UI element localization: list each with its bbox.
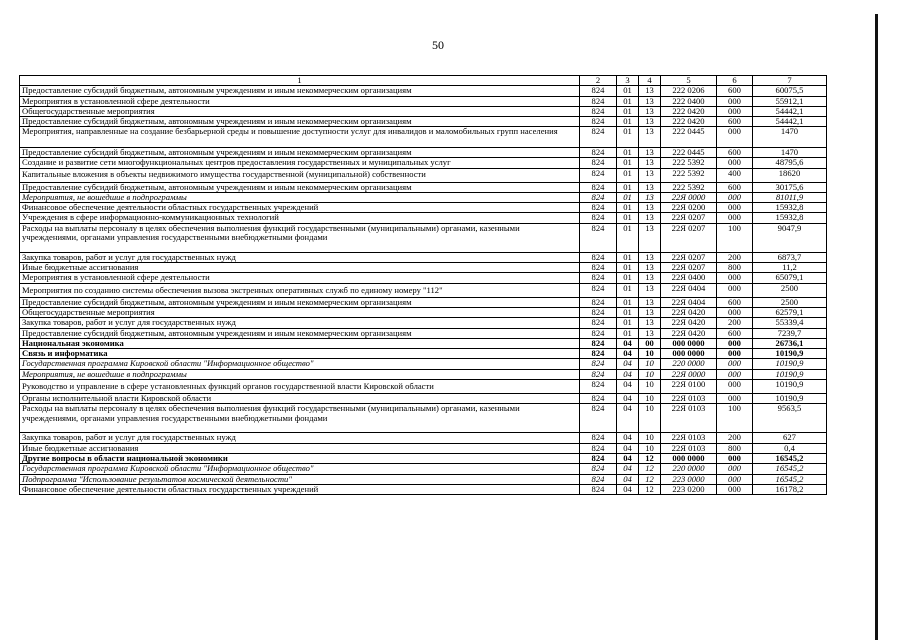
column-header: 4 [639,76,661,86]
cell-expense-type: 000 [717,349,753,359]
cell-ministry: 824 [580,464,617,474]
cell-section: 01 [617,273,639,283]
cell-amount: 48795,6 [753,158,827,168]
table-row [20,147,827,157]
table-row [20,484,827,494]
cell-section: 04 [617,380,639,394]
cell-subsection: 13 [639,127,661,148]
table-row [20,349,827,359]
column-header: 6 [717,76,753,86]
cell-ministry: 824 [580,474,617,484]
cell-expense-type: 000 [717,474,753,484]
cell-name: Расходы на выплаты персоналу в целях обеспечения выполнения функций государственными (муниципальными) органами, казенными учреждениями, органами управления государственными внебюджетными фондами [20,404,580,433]
cell-ministry: 824 [580,453,617,463]
cell-amount: 18620 [753,168,827,182]
cell-expense-type: 600 [717,328,753,338]
cell-subsection: 13 [639,86,661,96]
cell-target-article: 222 0420 [661,106,717,116]
column-header: 7 [753,76,827,86]
cell-expense-type: 600 [717,297,753,307]
cell-target-article: 22Я 0404 [661,297,717,307]
cell-amount: 55912,1 [753,96,827,106]
cell-amount: 627 [753,433,827,443]
table-row [20,86,827,96]
cell-section: 04 [617,453,639,463]
cell-section: 04 [617,369,639,379]
cell-expense-type: 600 [717,182,753,192]
cell-ministry: 824 [580,273,617,283]
cell-subsection: 00 [639,338,661,348]
cell-target-article: 000 0000 [661,338,717,348]
table-row [20,338,827,348]
cell-expense-type: 400 [717,168,753,182]
cell-subsection: 13 [639,106,661,116]
cell-amount: 54442,1 [753,117,827,127]
table-row [20,192,827,202]
cell-subsection: 13 [639,297,661,307]
cell-amount: 11,2 [753,263,827,273]
cell-name: Иные бюджетные ассигнования [20,443,580,453]
cell-expense-type: 200 [717,433,753,443]
table-row [20,96,827,106]
table-row [20,263,827,273]
cell-ministry: 824 [580,443,617,453]
cell-subsection: 13 [639,318,661,328]
cell-name: Финансовое обеспечение деятельности областных государственных учреждений [20,484,580,494]
table-row [20,464,827,474]
cell-amount: 10190,9 [753,380,827,394]
cell-expense-type: 000 [717,203,753,213]
cell-amount: 0,4 [753,443,827,453]
cell-amount: 10190,9 [753,349,827,359]
cell-target-article: 22Я 0404 [661,283,717,297]
cell-target-article: 222 0445 [661,127,717,148]
cell-amount: 1470 [753,147,827,157]
cell-amount: 26736,1 [753,338,827,348]
cell-expense-type: 600 [717,117,753,127]
cell-ministry: 824 [580,394,617,404]
cell-ministry: 824 [580,349,617,359]
cell-ministry: 824 [580,328,617,338]
cell-expense-type: 800 [717,263,753,273]
cell-section: 01 [617,106,639,116]
cell-subsection: 13 [639,283,661,297]
cell-ministry: 824 [580,283,617,297]
cell-name: Органы исполнительной власти Кировской области [20,394,580,404]
cell-ministry: 824 [580,404,617,433]
cell-subsection: 13 [639,168,661,182]
cell-name: Создание и развитие сети многофункциональных центров предоставления государственных и муниципальных услуг [20,158,580,168]
cell-amount: 1470 [753,127,827,148]
cell-expense-type: 000 [717,213,753,223]
cell-target-article: 22Я 0103 [661,433,717,443]
table-row [20,328,827,338]
cell-amount: 9047,9 [753,223,827,252]
cell-section: 01 [617,297,639,307]
cell-subsection: 13 [639,203,661,213]
cell-expense-type: 600 [717,147,753,157]
cell-expense-type: 000 [717,380,753,394]
cell-target-article: 222 5392 [661,158,717,168]
cell-ministry: 824 [580,297,617,307]
cell-ministry: 824 [580,86,617,96]
cell-expense-type: 000 [717,158,753,168]
table-row [20,223,827,252]
cell-section: 01 [617,192,639,202]
cell-section: 01 [617,127,639,148]
cell-amount: 15932,8 [753,213,827,223]
cell-name: Национальная экономика [20,338,580,348]
cell-name: Расходы на выплаты персоналу в целях обеспечения выполнения функций государственными (муниципальными) органами, казенными учреждениями, органами управления государственными внебюджетными фондами [20,223,580,252]
cell-section: 04 [617,394,639,404]
table-row [20,168,827,182]
cell-section: 01 [617,182,639,192]
cell-section: 01 [617,318,639,328]
cell-amount: 7239,7 [753,328,827,338]
cell-ministry: 824 [580,117,617,127]
table-row [20,182,827,192]
cell-subsection: 13 [639,147,661,157]
cell-ministry: 824 [580,127,617,148]
table-header-row [20,76,827,86]
cell-amount: 60075,5 [753,86,827,96]
cell-section: 01 [617,213,639,223]
cell-subsection: 13 [639,96,661,106]
cell-target-article: 000 0000 [661,349,717,359]
cell-subsection: 12 [639,453,661,463]
table-row [20,283,827,297]
cell-name: Государственная программа Кировской области "Информационное общество" [20,359,580,369]
cell-amount: 9563,5 [753,404,827,433]
scan-edge [875,14,878,640]
cell-subsection: 10 [639,443,661,453]
table-row [20,474,827,484]
table-row [20,252,827,262]
cell-amount: 16545,2 [753,464,827,474]
cell-subsection: 13 [639,223,661,252]
table-row [20,158,827,168]
cell-ministry: 824 [580,369,617,379]
cell-name: Финансовое обеспечение деятельности областных государственных учреждений [20,203,580,213]
cell-section: 04 [617,443,639,453]
cell-amount: 55339,4 [753,318,827,328]
cell-subsection: 13 [639,263,661,273]
column-header: 1 [20,76,580,86]
table-row [20,394,827,404]
cell-target-article: 222 0206 [661,86,717,96]
cell-amount: 16178,2 [753,484,827,494]
cell-subsection: 12 [639,464,661,474]
table-row [20,433,827,443]
cell-target-article: 220 0000 [661,359,717,369]
cell-target-article: 220 0000 [661,464,717,474]
cell-section: 04 [617,349,639,359]
table-row [20,307,827,317]
table-row [20,318,827,328]
cell-section: 04 [617,433,639,443]
cell-target-article: 222 0400 [661,96,717,106]
cell-expense-type: 000 [717,127,753,148]
cell-expense-type: 000 [717,106,753,116]
table-row [20,369,827,379]
cell-target-article: 000 0000 [661,453,717,463]
cell-subsection: 13 [639,273,661,283]
cell-name: Предоставление субсидий бюджетным, автономным учреждениям и иным некоммерческим организациям [20,117,580,127]
cell-amount: 10190,9 [753,359,827,369]
table-row [20,106,827,116]
cell-name: Иные бюджетные ассигнования [20,263,580,273]
cell-target-article: 22Я 0420 [661,307,717,317]
cell-subsection: 12 [639,484,661,494]
cell-target-article: 22Я 0103 [661,443,717,453]
cell-subsection: 10 [639,369,661,379]
cell-target-article: 22Я 0207 [661,252,717,262]
cell-amount: 10190,9 [753,369,827,379]
table-row [20,453,827,463]
cell-section: 04 [617,464,639,474]
cell-expense-type: 000 [717,453,753,463]
cell-name: Мероприятия, не вошедшие в подпрограммы [20,369,580,379]
cell-section: 01 [617,283,639,297]
cell-name: Связь и информатика [20,349,580,359]
cell-amount: 15932,8 [753,203,827,213]
cell-name: Закупка товаров, работ и услуг для государственных нужд [20,318,580,328]
cell-section: 01 [617,263,639,273]
cell-ministry: 824 [580,192,617,202]
cell-target-article: 22Я 0207 [661,263,717,273]
cell-name: Учреждения в сфере информационно-коммуникационных технологий [20,213,580,223]
cell-name: Капитальные вложения в объекты недвижимого имущества государственной (муниципальной) собственности [20,168,580,182]
cell-ministry: 824 [580,307,617,317]
cell-expense-type: 000 [717,96,753,106]
cell-name: Предоставление субсидий бюджетным, автономным учреждениям и иным некоммерческим организациям [20,182,580,192]
cell-amount: 62579,1 [753,307,827,317]
cell-target-article: 22Я 0103 [661,394,717,404]
cell-expense-type: 000 [717,307,753,317]
cell-ministry: 824 [580,106,617,116]
cell-section: 01 [617,252,639,262]
cell-target-article: 22Я 0420 [661,318,717,328]
cell-name: Предоставление субсидий бюджетным, автономным учреждениям и иным некоммерческим организациям [20,147,580,157]
cell-section: 01 [617,147,639,157]
cell-section: 04 [617,484,639,494]
cell-subsection: 10 [639,394,661,404]
cell-target-article: 222 0420 [661,117,717,127]
cell-amount: 2500 [753,297,827,307]
cell-target-article: 223 0200 [661,484,717,494]
table-row [20,380,827,394]
cell-name: Мероприятия по созданию системы обеспечения вызова экстренных оперативных служб по единому номеру "112" [20,283,580,297]
cell-subsection: 10 [639,433,661,443]
cell-ministry: 824 [580,252,617,262]
cell-name: Подпрограмма "Использование результатов космической деятельности" [20,474,580,484]
cell-name: Мероприятия, не вошедшие в подпрограммы [20,192,580,202]
cell-section: 01 [617,328,639,338]
cell-expense-type: 100 [717,404,753,433]
cell-ministry: 824 [580,359,617,369]
cell-amount: 54442,1 [753,106,827,116]
cell-expense-type: 000 [717,338,753,348]
cell-subsection: 12 [639,474,661,484]
cell-amount: 10190,9 [753,394,827,404]
cell-target-article: 22Я 0000 [661,192,717,202]
cell-target-article: 222 5392 [661,182,717,192]
cell-name: Мероприятия, направленные на создание безбарьерной среды и повышение доступности услуг для инвалидов и маломобильных групп населения [20,127,580,148]
cell-name: Мероприятия в установленной сфере деятельности [20,96,580,106]
cell-target-article: 22Я 0100 [661,380,717,394]
table-row [20,404,827,433]
cell-subsection: 13 [639,192,661,202]
column-header: 5 [661,76,717,86]
page-number: 50 [432,38,444,52]
cell-amount: 65079,1 [753,273,827,283]
cell-target-article: 22Я 0103 [661,404,717,433]
cell-name: Общегосударственные мероприятия [20,106,580,116]
cell-ministry: 824 [580,338,617,348]
cell-subsection: 13 [639,117,661,127]
cell-subsection: 13 [639,213,661,223]
cell-section: 01 [617,86,639,96]
cell-expense-type: 100 [717,223,753,252]
cell-expense-type: 600 [717,86,753,96]
cell-ministry: 824 [580,158,617,168]
cell-ministry: 824 [580,147,617,157]
cell-target-article: 22Я 0207 [661,223,717,252]
cell-expense-type: 000 [717,394,753,404]
cell-name: Закупка товаров, работ и услуг для государственных нужд [20,433,580,443]
cell-subsection: 10 [639,404,661,433]
cell-target-article: 222 5392 [661,168,717,182]
cell-subsection: 10 [639,349,661,359]
cell-expense-type: 200 [717,252,753,262]
cell-amount: 16545,2 [753,453,827,463]
cell-expense-type: 000 [717,273,753,283]
cell-ministry: 824 [580,203,617,213]
cell-section: 04 [617,474,639,484]
cell-subsection: 13 [639,158,661,168]
cell-section: 01 [617,96,639,106]
cell-amount: 30175,6 [753,182,827,192]
cell-ministry: 824 [580,484,617,494]
cell-section: 04 [617,404,639,433]
column-header: 3 [617,76,639,86]
cell-target-article: 22Я 0000 [661,369,717,379]
table-row [20,127,827,148]
cell-amount: 16545,2 [753,474,827,484]
cell-section: 01 [617,223,639,252]
cell-section: 04 [617,359,639,369]
cell-ministry: 824 [580,223,617,252]
cell-section: 01 [617,307,639,317]
cell-name: Мероприятия в установленной сфере деятельности [20,273,580,283]
table-row [20,213,827,223]
cell-section: 01 [617,158,639,168]
cell-ministry: 824 [580,168,617,182]
cell-expense-type: 000 [717,359,753,369]
cell-expense-type: 000 [717,464,753,474]
cell-ministry: 824 [580,433,617,443]
cell-section: 01 [617,203,639,213]
cell-name: Другие вопросы в области национальной экономики [20,453,580,463]
cell-expense-type: 000 [717,192,753,202]
cell-subsection: 10 [639,380,661,394]
cell-name: Предоставление субсидий бюджетным, автономным учреждениям и иным некоммерческим организациям [20,86,580,96]
cell-expense-type: 000 [717,484,753,494]
cell-ministry: 824 [580,318,617,328]
cell-amount: 81011,9 [753,192,827,202]
cell-subsection: 13 [639,328,661,338]
cell-subsection: 13 [639,252,661,262]
cell-subsection: 13 [639,182,661,192]
cell-target-article: 22Я 0400 [661,273,717,283]
table-row [20,297,827,307]
column-header: 2 [580,76,617,86]
table-row [20,203,827,213]
cell-ministry: 824 [580,182,617,192]
budget-table [19,75,827,495]
cell-target-article: 22Я 0200 [661,203,717,213]
cell-name: Предоставление субсидий бюджетным, автономным учреждениям и иным некоммерческим организациям [20,328,580,338]
cell-amount: 6873,7 [753,252,827,262]
cell-name: Закупка товаров, работ и услуг для государственных нужд [20,252,580,262]
cell-expense-type: 000 [717,283,753,297]
cell-expense-type: 000 [717,369,753,379]
table-row [20,117,827,127]
cell-name: Предоставление субсидий бюджетным, автономным учреждениям и иным некоммерческим организациям [20,297,580,307]
cell-target-article: 223 0000 [661,474,717,484]
table-row [20,443,827,453]
cell-section: 01 [617,168,639,182]
cell-amount: 2500 [753,283,827,297]
cell-ministry: 824 [580,380,617,394]
cell-ministry: 824 [580,213,617,223]
cell-target-article: 222 0445 [661,147,717,157]
table-row [20,359,827,369]
cell-subsection: 13 [639,307,661,317]
cell-name: Руководство и управление в сфере установленных функций органов государственной власти Кировской области [20,380,580,394]
cell-name: Государственная программа Кировской области "Информационное общество" [20,464,580,474]
cell-target-article: 22Я 0420 [661,328,717,338]
cell-subsection: 10 [639,359,661,369]
cell-name: Общегосударственные мероприятия [20,307,580,317]
table-row [20,273,827,283]
cell-ministry: 824 [580,96,617,106]
cell-section: 04 [617,338,639,348]
cell-ministry: 824 [580,263,617,273]
cell-expense-type: 200 [717,318,753,328]
cell-expense-type: 800 [717,443,753,453]
cell-target-article: 22Я 0207 [661,213,717,223]
cell-section: 01 [617,117,639,127]
